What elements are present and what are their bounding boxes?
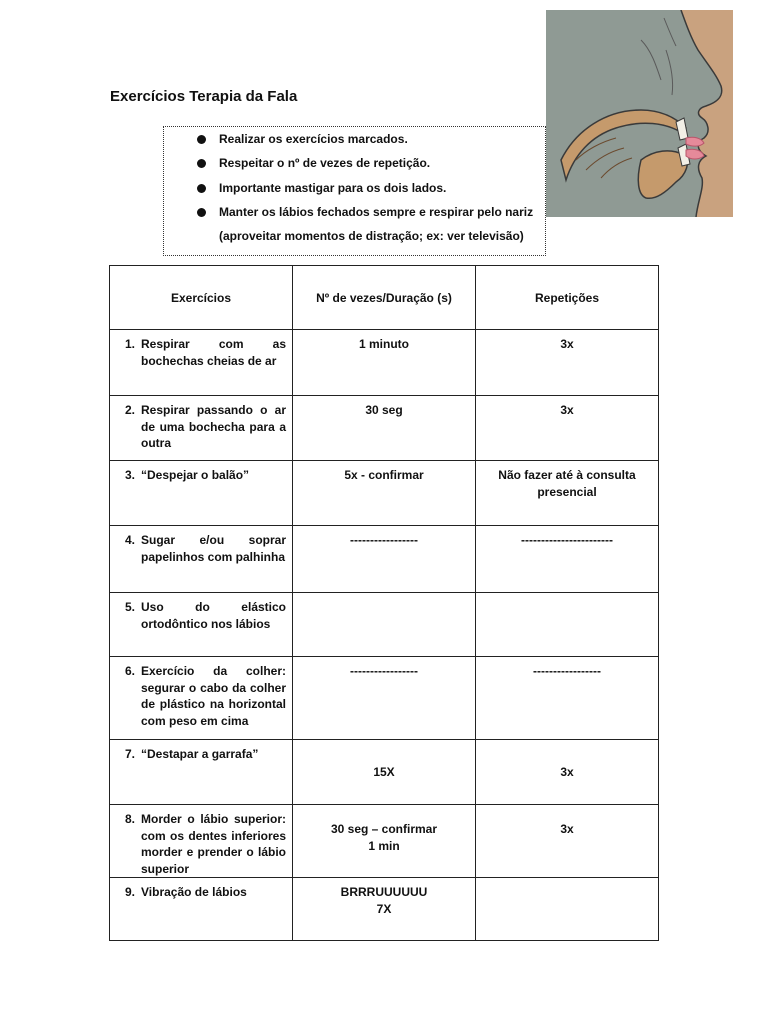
- reps-cell: [476, 593, 659, 657]
- table-row: [110, 396, 659, 461]
- table-header-row: [110, 266, 659, 330]
- reps-cell: 3x: [476, 805, 659, 878]
- bullet-icon: [197, 135, 206, 144]
- header-repetitions: Repetições: [476, 266, 659, 330]
- exercise-cell: 5. Uso do elástico ortodôntico nos lábios: [125, 600, 286, 631]
- reps-cell: -----------------: [476, 657, 659, 740]
- exercise-cell: 6. Exercício da colher: segurar o cabo da colher de plástico na horizontal com peso em cima: [125, 664, 286, 728]
- table-row: [110, 330, 659, 396]
- times-cell: BRRRUUUUUU 7X: [293, 878, 476, 941]
- exercise-cell: 1. Respirar com as bochechas cheias de ar: [125, 337, 286, 368]
- reps-cell: Não fazer até à consulta presencial: [476, 461, 659, 526]
- exercise-cell: 9. Vibração de lábios: [125, 885, 247, 899]
- instruction-item: Respeitar o nº de vezes de repetição.: [219, 156, 430, 170]
- times-cell: [293, 593, 476, 657]
- exercises-table: [109, 265, 659, 941]
- exercise-cell: 2. Respirar passando o ar de uma bochecha para a outra: [125, 403, 286, 450]
- times-cell: 30 seg: [293, 396, 476, 461]
- reps-cell: 3x: [476, 740, 659, 805]
- table-row: [110, 526, 659, 593]
- times-cell: 30 seg – confirmar 1 min: [293, 805, 476, 878]
- table-row: [110, 878, 659, 941]
- times-cell: -----------------: [293, 526, 476, 593]
- mouth-anatomy-drawing: [546, 10, 733, 217]
- times-cell: 15X: [293, 740, 476, 805]
- document-title: Exercícios Terapia da Fala: [110, 88, 298, 105]
- instruction-item: Importante mastigar para os dois lados.: [219, 181, 446, 195]
- times-cell: 5x - confirmar: [293, 461, 476, 526]
- table-row: [110, 805, 659, 878]
- reps-cell: -----------------------: [476, 526, 659, 593]
- instruction-item: Realizar os exercícios marcados.: [219, 132, 408, 146]
- table-row: [110, 657, 659, 740]
- reps-cell: [476, 878, 659, 941]
- times-cell: -----------------: [293, 657, 476, 740]
- exercise-cell: 7. “Destapar a garrafa”: [125, 747, 259, 761]
- reps-cell: 3x: [476, 330, 659, 396]
- exercise-cell: 3. “Despejar o balão”: [125, 468, 250, 482]
- times-cell: 1 minuto: [293, 330, 476, 396]
- bullet-icon: [197, 208, 206, 217]
- mouth-anatomy-illustration: [546, 10, 733, 217]
- exercise-cell: 8. Morder o lábio superior: com os dentes inferiores morder e prender o lábio superior: [125, 812, 286, 876]
- table-row: [110, 461, 659, 526]
- instruction-item: Manter os lábios fechados sempre e respirar pelo nariz: [219, 205, 533, 219]
- table-row: [110, 740, 659, 805]
- instruction-continuation: (aproveitar momentos de distração; ex: ver televisão): [219, 229, 524, 243]
- header-exercises: Exercícios: [110, 266, 293, 330]
- header-times-duration: Nº de vezes/Duração (s): [293, 266, 476, 330]
- bullet-icon: [197, 184, 206, 193]
- instructions-box: [163, 126, 546, 256]
- table-row: [110, 593, 659, 657]
- reps-cell: 3x: [476, 396, 659, 461]
- exercise-cell: 4. Sugar e/ou soprar papelinhos com palhinha: [125, 533, 286, 564]
- bullet-icon: [197, 159, 206, 168]
